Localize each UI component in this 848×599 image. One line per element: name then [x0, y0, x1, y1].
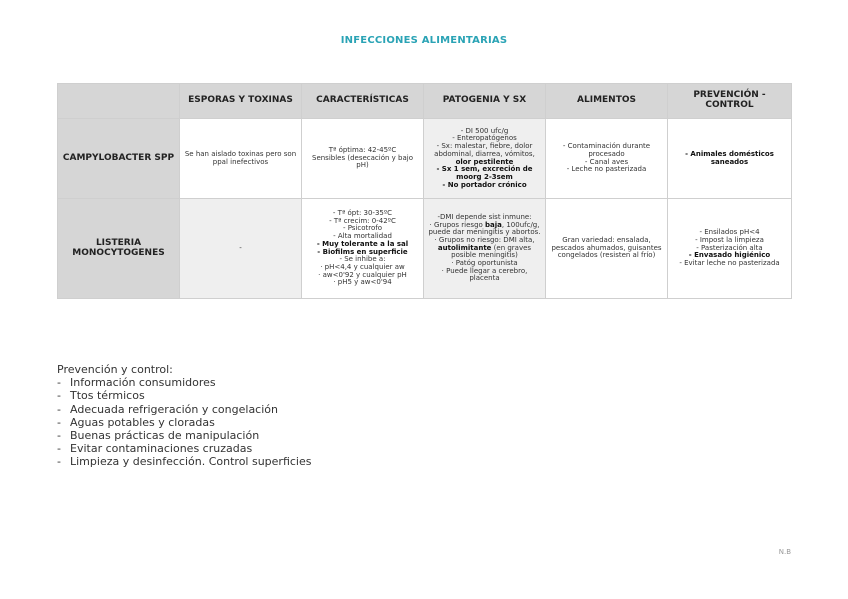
- cell-text: - Biofilms en superficie: [317, 247, 408, 256]
- list-item-text: Información consumidores: [70, 376, 216, 390]
- cell-text: - Se inhibe a:: [339, 255, 386, 264]
- cell-text: · pH<4,4 y cualquier aw: [320, 262, 405, 271]
- header-alimentos: ALIMENTOS: [546, 84, 668, 119]
- cell-text: puede dar meningitis y abortos.: [428, 228, 541, 237]
- cell-text: - Leche no pasterizada: [566, 165, 647, 174]
- list-item: [57, 455, 311, 468]
- cell-text: [427, 245, 542, 260]
- cell-text: · Puede llegar a cerebro, placenta: [441, 266, 528, 283]
- cell-text: -DMI depende sist inmune:: [437, 212, 532, 221]
- cell-text: -: [239, 243, 242, 252]
- header-caracteristicas: CARACTERÍSTICAS: [302, 84, 424, 119]
- cell-caracteristicas: [302, 119, 424, 199]
- cell-alimentos: [546, 119, 668, 199]
- list-item: [57, 403, 311, 416]
- dash-bullet-icon: -: [57, 415, 61, 429]
- cell-text-part: · Grupos riesgo: [429, 220, 483, 229]
- cell-text: - Pasterización alta: [696, 243, 763, 252]
- cell-text: - Animales domésticos saneados: [685, 149, 774, 166]
- infections-table: [57, 83, 792, 299]
- table-row: [58, 119, 792, 199]
- prevention-list: [57, 376, 311, 468]
- cell-text-part: , 100ufc/g,: [501, 220, 540, 229]
- header-patogenia: PATOGENIA Y SX: [424, 84, 546, 119]
- cell-text: - Canal aves: [584, 157, 629, 166]
- cell-text: - Tª crecim: 0-42ºC: [329, 216, 396, 225]
- cell-text: · aw<0'92 y cualquier pH: [318, 270, 407, 279]
- cell-alimentos: [546, 199, 668, 299]
- cell-text: - Ensilados pH<4: [699, 228, 760, 237]
- list-item-text: Aguas potables y cloradas: [70, 415, 215, 429]
- cell-text: Tª óptima: 42-45ºC: [328, 145, 397, 154]
- list-item: [57, 429, 311, 442]
- list-item-text: Ttos térmicos: [70, 389, 145, 403]
- cell-text: Sensibles (desecación y bajo pH): [312, 153, 413, 170]
- cell-text: - No portador crónico: [442, 180, 527, 189]
- cell-text: Gran variedad: ensalada, pescados ahumados, guisantes congelados (resisten al frío): [551, 235, 662, 260]
- cell-text: - Enteropatógenos: [452, 134, 517, 143]
- cell-text: Se han aislado toxinas pero son ppal inefectivos: [184, 149, 297, 166]
- page-title: INFECCIONES ALIMENTARIAS: [340, 35, 508, 46]
- list-item-text: Adecuada refrigeración y congelación: [70, 402, 278, 416]
- cell-prevencion: [668, 119, 792, 199]
- cell-text: · pH5 y aw<0'94: [333, 278, 392, 287]
- dash-bullet-icon: -: [57, 402, 61, 416]
- list-item-text: Evitar contaminaciones cruzadas: [70, 442, 253, 456]
- footer-initials: N.B: [778, 548, 791, 556]
- cell-text: - Sx: malestar, fiebre, dolor abdominal, diarrea, vómitos,: [434, 142, 535, 158]
- cell-caracteristicas: [302, 199, 424, 299]
- prevention-title: Prevención y control:: [57, 363, 173, 376]
- table-row: [58, 199, 792, 299]
- cell-text: - Psicotrofo: [342, 224, 383, 233]
- list-item-text: Limpieza y desinfección. Control superficies: [70, 455, 312, 469]
- dash-bullet-icon: -: [57, 389, 61, 403]
- cell-text: - Alta mortalidad: [333, 232, 392, 241]
- cell-text: - Envasado higiénico: [688, 251, 771, 260]
- row-label-campylobacter: CAMPYLOBACTER SPP: [58, 119, 180, 199]
- cell-text-bold: baja: [485, 220, 502, 229]
- prevention-section: [57, 363, 311, 469]
- list-item-text: Buenas prácticas de manipulación: [70, 429, 260, 443]
- list-item: [57, 416, 311, 429]
- cell-text: - DI 500 ufc/g: [460, 126, 509, 135]
- row-label-listeria: LISTERIA MONOCYTOGENES: [58, 199, 180, 299]
- cell-text: - Contaminación durante procesado: [562, 142, 651, 158]
- header-esporas: ESPORAS Y TOXINAS: [180, 84, 302, 119]
- cell-text: - Impost la limpieza: [695, 235, 764, 244]
- cell-text-bold: autolimitante: [437, 243, 492, 252]
- cell-text: - Evitar leche no pasterizada: [679, 259, 780, 268]
- cell-patogenia: [424, 199, 546, 299]
- dash-bullet-icon: -: [57, 455, 61, 469]
- cell-esporas: [180, 119, 302, 199]
- cell-esporas: [180, 199, 302, 299]
- cell-text-part: (en graves posible meningitis): [451, 243, 532, 260]
- dash-bullet-icon: -: [57, 429, 61, 443]
- cell-text: · Patóg oportunista: [451, 259, 518, 268]
- cell-text: - Sx 1 sem, excreción de moorg 2-3sem: [436, 165, 533, 181]
- dash-bullet-icon: -: [57, 442, 61, 456]
- cell-text: olor pestilente: [455, 157, 514, 166]
- cell-prevencion: [668, 199, 792, 299]
- list-item: [57, 376, 311, 389]
- table-header-row: [58, 84, 792, 119]
- header-prevencion: PREVENCIÓN - CONTROL: [668, 84, 792, 119]
- list-item: [57, 442, 311, 455]
- header-corner-cell: [58, 84, 180, 119]
- cell-patogenia: [424, 119, 546, 199]
- list-item: [57, 389, 311, 402]
- cell-text: - Tª ópt: 30-35ºC: [332, 209, 393, 218]
- cell-text: - Muy tolerante a la sal: [316, 239, 409, 248]
- cell-text: · Grupos no riesgo: DMI alta,: [434, 235, 535, 244]
- dash-bullet-icon: -: [57, 376, 61, 390]
